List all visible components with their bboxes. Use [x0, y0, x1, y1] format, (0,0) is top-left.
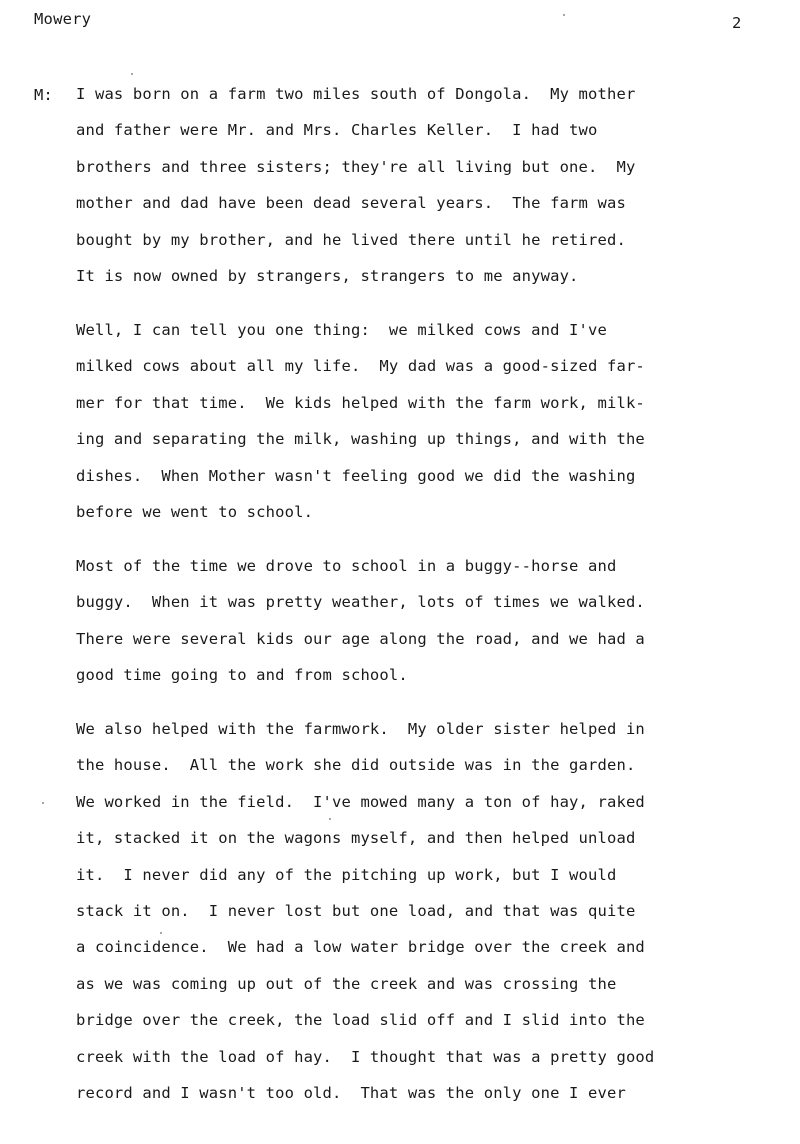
text-line: milked cows about all my life. My dad was a good-sized far-: [76, 357, 645, 376]
text-line: There were several kids our age along the road, and we had a: [76, 629, 645, 648]
text-line: We also helped with the farmwork. My older sister helped in: [76, 720, 645, 738]
text-line: brothers and three sisters; they're all living but one. My: [76, 157, 636, 176]
speaker-label: M:: [34, 86, 53, 104]
text-line: We worked in the field. I've mowed many a ton of hay, raked: [76, 792, 645, 811]
text-line: I was born on a farm two miles south of Dongola. My mother: [76, 85, 636, 103]
text-line: mother and dad have been dead several years. The farm was: [76, 194, 626, 213]
text-line: a coincidence. We had a low water bridge over the creek and: [76, 938, 645, 957]
text-line: it. I never did any of the pitching up work, but I would: [76, 865, 617, 884]
scan-speck: [160, 932, 162, 934]
text-line: bridge over the creek, the load slid off and I slid into the: [76, 1011, 645, 1030]
text-line: Most of the time we drove to school in a buggy--horse and: [76, 557, 617, 575]
text-line: It is now owned by strangers, strangers to me anyway.: [76, 266, 579, 285]
text-line: bought by my brother, and he lived there until he retired.: [76, 230, 626, 249]
text-line: record and I wasn't too old. That was the only one I ever: [76, 1083, 626, 1102]
text-line: stack it on. I never lost but one load, and that was quite: [76, 901, 636, 920]
text-line: Well, I can tell you one thing: we milked cows and I've: [76, 321, 607, 339]
text-line: creek with the load of hay. I thought that was a pretty good: [76, 1047, 655, 1066]
header-interviewee-name: Mowery: [34, 10, 92, 28]
text-line: good time going to and from school.: [76, 666, 408, 685]
paragraph-farmwork: [76, 711, 766, 1111]
text-line: before we went to school.: [76, 502, 314, 521]
text-line: dishes. When Mother wasn't feeling good we did the washing: [76, 466, 636, 485]
text-line: buggy. When it was pretty weather, lots of times we walked.: [76, 593, 645, 612]
scan-speck: [42, 802, 44, 804]
paragraph-birthplace: [76, 76, 766, 294]
scan-speck: [563, 14, 565, 16]
text-line: it, stacked it on the wagons myself, and then helped unload: [76, 829, 636, 848]
text-line: mer for that time. We kids helped with the farm work, milk-: [76, 393, 645, 412]
text-line: ing and separating the milk, washing up things, and with the: [76, 430, 645, 449]
paragraph-school: [76, 548, 766, 694]
text-line: the house. All the work she did outside was in the garden.: [76, 756, 636, 775]
scan-speck: [329, 818, 331, 820]
text-line: and father were Mr. and Mrs. Charles Keller. I had two: [76, 121, 598, 140]
scan-speck: [131, 73, 133, 75]
header-page-number: 2: [732, 14, 742, 32]
text-line: as we was coming up out of the creek and was crossing the: [76, 974, 617, 993]
paragraph-milking: [76, 312, 766, 530]
